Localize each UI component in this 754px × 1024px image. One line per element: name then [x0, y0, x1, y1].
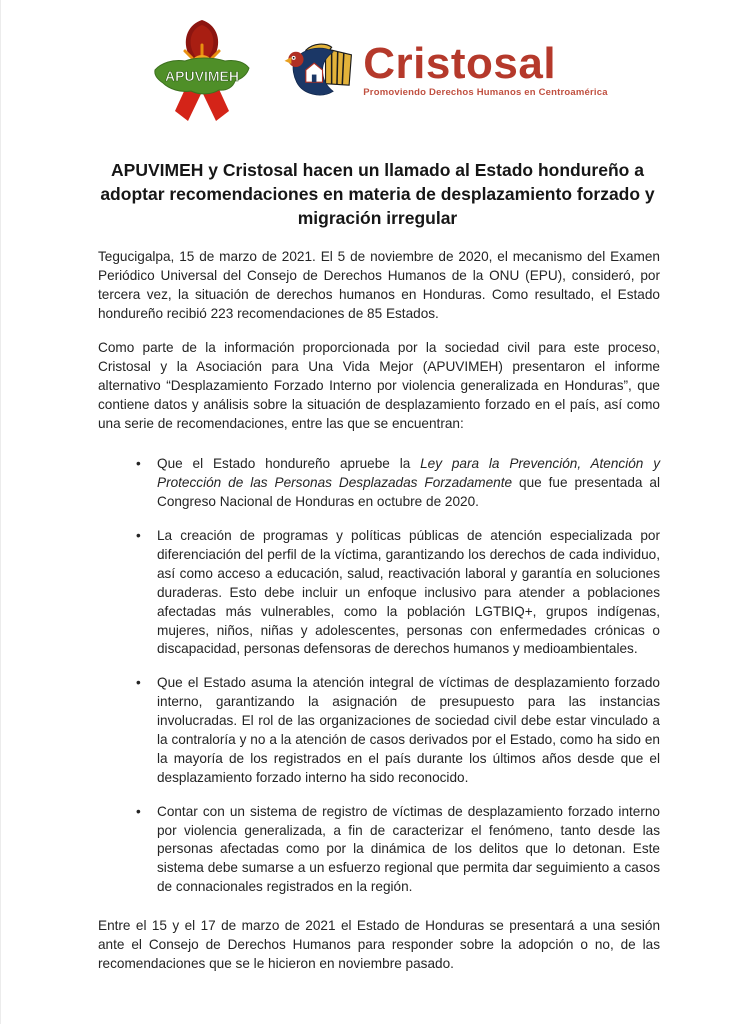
bullet-text-pre: Que el Estado hondureño apruebe la	[157, 456, 421, 472]
bullet-text-post: que fue presentada al Congreso Nacional de Honduras en octubre de 2020.	[157, 475, 660, 510]
cristosal-name: Cristosal	[363, 39, 557, 88]
recommendations-list	[98, 455, 660, 897]
list-item-programs	[136, 527, 660, 659]
cristosal-tagline: Promoviendo Derechos Humanos en Centroamérica	[363, 87, 608, 98]
bullet-text-italic: Ley para la Prevención, Atención y Protección de las Personas Desplazadas Forzadamente	[157, 456, 660, 491]
apuvimeh-logo-label: APUVIMEH	[165, 68, 240, 84]
intro-paragraph: Tegucigalpa, 15 de marzo de 2021. El 5 de noviembre de 2020, el mecanismo del Examen Periódico Universal del Consejo de Derechos Humanos de la ONU (EPU), consideró, por tercera vez, la situación de derechos humanos en Honduras. Como resultado, el Estado hondureño recibió 223 recomendaciones de 85 Estados.	[98, 249, 660, 322]
bullet-icon: •	[136, 456, 141, 472]
logo-header	[1, 0, 754, 126]
list-item-law	[136, 455, 660, 512]
apuvimeh-ribbon-icon	[147, 15, 257, 125]
list-item-registry	[136, 803, 660, 897]
context-paragraph: Como parte de la información proporcionada por la sociedad civil para este proceso, Cristosal y la Asociación para Una Vida Mejor (APUVIMEH) presentaron el informe alternativo “Desplazamiento Forzado Interno por violencia generalizada en Honduras”, que contiene datos y análisis sobre la situación de desplazamiento forzado en el país, así como una serie de recomendaciones, entre las que se encuentran:	[98, 339, 660, 431]
bullet-text: La creación de programas y políticas públicas de atención especializada por diferenciación del perfil de la víctima, garantizando los derechos de cada individuo, así como acceso a educación, salud, reactivación laboral y garantía en soluciones duraderas. Esto debe incluir un enfoque inclusivo para atender a poblaciones afectadas más vulnerables, como la población LGTBIQ+, grupos indígenas, mujeres, niños, niñas y adolescentes, personas con enfermedades crónicas o discapacidad, personas defensoras de derechos humanos y medioambientales.	[157, 528, 660, 657]
document-body	[1, 248, 754, 973]
bullet-icon: •	[136, 803, 141, 819]
list-item-attention	[136, 674, 660, 787]
bullet-text: Contar con un sistema de registro de víctimas de desplazamiento forzado interno por violencia generalizada, a fin de caracterizar el fenómeno, tanto desde las personas afectadas como por la dinámica de los delitos que lo detonan. Este sistema debe sumarse a un esfuerzo regional que permita dar seguimiento a casos de connacionales registrados en la región.	[157, 803, 660, 895]
cristosal-logo	[283, 32, 607, 108]
apuvimeh-logo	[147, 15, 257, 125]
cristosal-wordmark	[363, 39, 608, 98]
bullet-icon: •	[136, 528, 141, 544]
page-title: APUVIMEH y Cristosal hacen un llamado al Estado hondureño a adoptar recomendaciones en materia de desplazamiento forzado y migración irregular	[100, 160, 655, 229]
cristosal-bird-icon	[283, 32, 359, 108]
bullet-icon: •	[136, 675, 141, 691]
closing-paragraph: Entre el 15 y el 17 de marzo de 2021 el Estado de Honduras se presentará a una sesión ante el Consejo de Derechos Humanos para responder sobre la adopción o no, de las recomendaciones que se le hicieron en noviembre pasado.	[98, 918, 660, 971]
bullet-text: Que el Estado asuma la atención integral de víctimas de desplazamiento forzado interno, garantizando la asignación de presupuesto para las instancias involucradas. El rol de las organizaciones de sociedad civil debe estar vinculado a la contraloría y no a la atención de casos derivados por el Estado, como ha sido en la mayoría de los registrados en el país durante los últimos años desde que el desplazamiento forzado interno ha sido reconocido.	[157, 675, 660, 785]
